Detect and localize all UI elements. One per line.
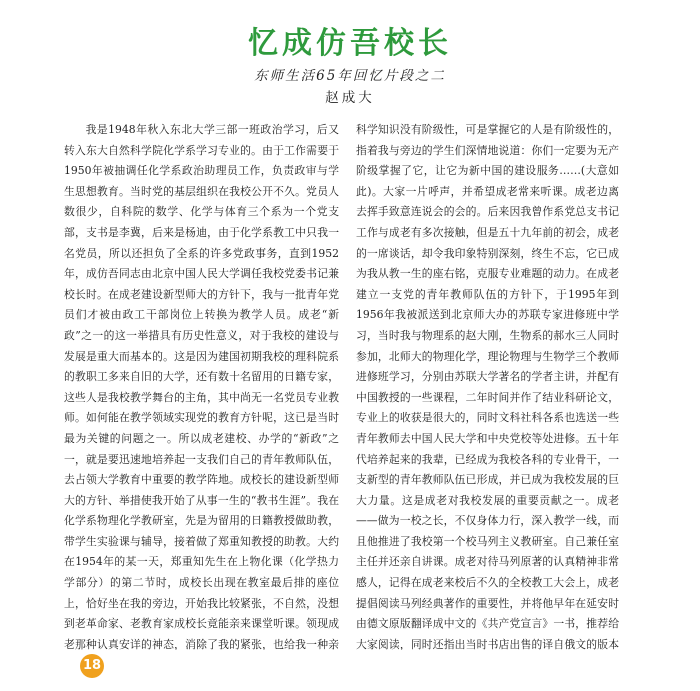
article-author: 赵成大 xyxy=(325,90,375,106)
article-title: 忆成仿吾校长 xyxy=(248,26,452,61)
page-number-badge: 18 xyxy=(80,654,104,678)
paragraph-continued: 科学知识没有阶级性，可是掌握它的人是有阶级性的，指着我与旁边的学生们深情地说道：你们一定要为无产阶级掌握了它，让它为新中国的建设服务……(大意如此)。大家一片呼声，并希望成老常来听课。成老边离去挥手致意连说会的会的。后来因我曾作系党总支书记工作与成老有多次接触，但是五十九年前的初会，成老的一席谈话，却令我印象特别深刻，终生不忘，它已成为我从教一生的座右铭，克服专业难题的动力。在成老建立一支党的青年教师队伍的方针下，于1995年到1956年我被派送到北京师大办的苏联专家进修班中学习，当时我与物理系的赵大刚，生物系的郝水三人同时参加，北师大的物理化学，理论物理与生物学三个教师进修班学习，分别由苏联大学著名的学者主讲，并配有中国教授的一些课程，二年时间并作了结业科研论文，专业上的收获是很大的，同时文科社科各系也选送一些青年教师去中国人民大学和中央党校等处进修。五十年代培养起来的我辈，已经成为我校各科的专业骨干，一支新型的青年教师队伍已形成，并已成为我校发展的巨大力量。这是成老对我校发展的重要贡献之一。成老——做为一校之长，不仅身体力行，深入教学一线，而且他推进了我校第一个校马列主义教研室。自己兼任室主任并还亲自讲课。成老对待马列原著的认真精神非常感人，记得在成老来校后不久的全校教工大会上，成老提倡阅读马列经典著作的重要性，并将他早年在延安时由德文原版翻译成中文的《共产党宣言》一书，推荐给大家阅读，同时还指出当时书店出售的译自俄文的版本 xyxy=(356,123,619,650)
paragraph: 我是1948年秋入东北大学三部一班政治学习，后又转入东大自然科学院化学系学习专业的。由于工作需要于1950年被抽调任化学系政治助理员工作，负责政审与学生思想教育。当时党的基层组织在我校公开不久。党员人数很少，自科院的数学、化学与体育三个系为一个党支部，支书是李冀，后来是杨迪，由于化学系教工中只我一名党员，所以还担负了全系的许多党政事务，直到1952年，成仿吾同志由北京中国人民大学调任我校党委书记兼校长时。在成老建设新型师大的方针下，我与一批青年党员们才被由政工干部岗位上转换为教学人员。成老“新政”之一的这一举措具有历史性意义，对于我校的建设与发展是重大而基本的。这是因为建国初期我校的理科院系的教职工多来自旧的大学，还有数十名留用的日籍专家，这些人是我校教学舞台的主角，其中尚无一名党员专业教师。如何能在教学领域实现党的教育方针呢，这已是当时最为关键的问题之一。所以成老建校、办学的“新政”之一，就是要迅速地培养起一支我们自己的青年教师队伍，去占领大学教育中重要的教学阵地。成校长的建设新型师大的方针、举措使我开始了从事一生的“教书生涯”。我在化学系物理化学教研室，先是为留用的日籍教授做助教，带学生实验课与辅导，接着做了郑重知教授的助教。大约在1954年的某一天，郑重知先生在上物化课（化学热力学部分）的第二节时，成校长出现在教室最后排的座位上，恰好坐在我的旁边，开始我比较紧张，不自然，没想到老革命家、老教育家成校长竟能亲来课堂听课。领现成老那种认真安详的神态，消除了我的紧张，也给我一种亲 xyxy=(64,123,339,650)
text-column-right xyxy=(356,120,619,650)
article-subtitle: 东师生活65年回忆片段之二 xyxy=(254,68,446,84)
text-column-left xyxy=(64,120,339,650)
